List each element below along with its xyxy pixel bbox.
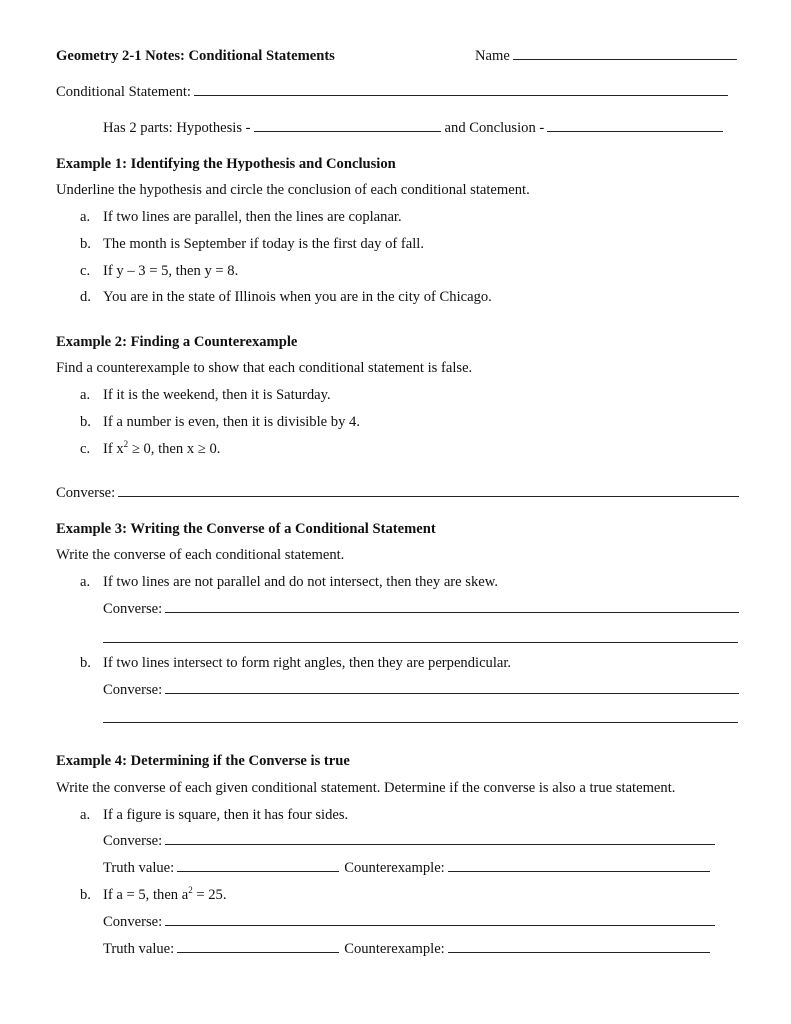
answer-line[interactable] (103, 642, 738, 643)
truth-value-blank[interactable] (177, 859, 339, 872)
converse-blank[interactable] (165, 600, 739, 613)
conclusion-label: and Conclusion - (444, 120, 545, 136)
item-label: b. (80, 414, 91, 430)
item-label: b. (80, 887, 91, 903)
counterexample-blank[interactable] (448, 859, 710, 872)
conditional-statement-row (56, 83, 728, 101)
truth-value-label: Truth value: (103, 941, 175, 957)
truth-value-label: Truth value: (103, 860, 175, 876)
item-text: If a = 5, then $a^2 = 25$. (103, 885, 227, 903)
example1-heading: Example 1: Identifying the Hypothesis and Conclusion (56, 156, 396, 172)
item-label: a. (80, 387, 91, 403)
converse-answer-row (103, 913, 715, 931)
name-blank[interactable] (513, 47, 737, 60)
item-label: a. (80, 574, 91, 590)
counterexample-blank[interactable] (448, 940, 710, 953)
converse-blank[interactable] (165, 681, 739, 694)
name-label: Name (475, 48, 510, 64)
conditional-statement-label: Conditional Statement: (56, 84, 191, 100)
example4-instruction: Write the converse of each given conditional statement. Determine if the converse is also a true statement. (56, 780, 676, 796)
converse-label: Converse: (103, 833, 163, 849)
item-text: If y – 3 = 5, then y = 8. (103, 263, 239, 279)
counterexample-label: Counterexample: (344, 941, 445, 957)
item-text: If a number is even, then it is divisible by 4. (103, 414, 360, 430)
truth-value-row (103, 859, 710, 877)
example1-instruction: Underline the hypothesis and circle the conclusion of each conditional statement. (56, 182, 530, 198)
item-label: b. (80, 236, 91, 252)
item-text: You are in the state of Illinois when you are in the city of Chicago. (103, 289, 492, 305)
example2-heading: Example 2: Finding a Counterexample (56, 334, 298, 350)
converse-definition-blank[interactable] (118, 484, 739, 497)
converse-label: Converse: (103, 682, 163, 698)
converse-definition-row (56, 484, 739, 502)
item-label: d. (80, 289, 91, 305)
answer-line[interactable] (103, 722, 738, 723)
item-label: a. (80, 807, 91, 823)
example2-instruction: Find a counterexample to show that each conditional statement is false. (56, 360, 473, 376)
item-label: c. (80, 263, 91, 279)
item-text: If two lines are not parallel and do not intersect, then they are skew. (103, 574, 498, 590)
converse-answer-row (103, 600, 739, 618)
superscript: 2 (188, 885, 193, 895)
converse-label: Converse: (56, 485, 116, 501)
truth-value-blank[interactable] (177, 940, 339, 953)
item-text: If $x^2 \ge 0$, then x ≥ 0. (103, 439, 221, 457)
two-parts-row (103, 119, 723, 137)
converse-label: Converse: (103, 914, 163, 930)
name-field-row (475, 47, 737, 65)
converse-blank[interactable] (165, 913, 715, 926)
item-text: If two lines are parallel, then the lines are coplanar. (103, 209, 402, 225)
truth-value-row (103, 940, 710, 958)
hypothesis-blank[interactable] (254, 119, 441, 132)
converse-answer-row (103, 832, 715, 850)
example3-instruction: Write the converse of each conditional statement. (56, 547, 345, 563)
conclusion-blank[interactable] (547, 119, 723, 132)
item-label: a. (80, 209, 91, 225)
converse-blank[interactable] (165, 832, 715, 845)
counterexample-label: Counterexample: (344, 860, 445, 876)
converse-answer-row (103, 681, 739, 699)
item-text: The month is September if today is the first day of fall. (103, 236, 424, 252)
conditional-statement-blank[interactable] (194, 83, 728, 96)
item-text: If it is the weekend, then it is Saturday. (103, 387, 331, 403)
item-text: If a figure is square, then it has four sides. (103, 807, 349, 823)
hypothesis-label: Has 2 parts: Hypothesis - (103, 120, 251, 136)
item-label: b. (80, 655, 91, 671)
example3-heading: Example 3: Writing the Converse of a Conditional Statement (56, 521, 436, 537)
page-title: Geometry 2-1 Notes: Conditional Statements (56, 48, 335, 64)
item-label: c. (80, 441, 91, 457)
converse-label: Converse: (103, 601, 163, 617)
example4-heading: Example 4: Determining if the Converse is true (56, 753, 350, 769)
superscript: 2 (123, 439, 129, 449)
item-text: If two lines intersect to form right angles, then they are perpendicular. (103, 655, 512, 671)
